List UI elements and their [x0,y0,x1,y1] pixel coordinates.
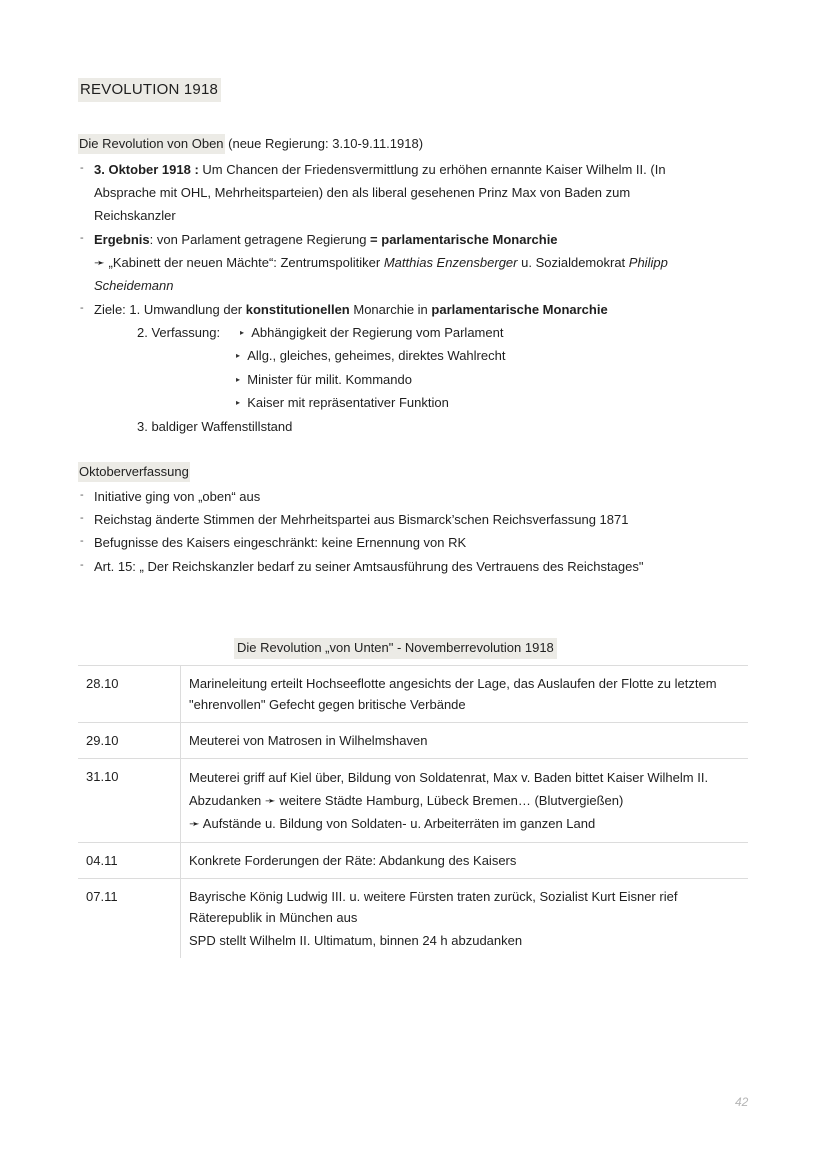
bullet-bold-text: parlamentarische Monarchie [431,302,608,317]
bullet-line: Initiative ging von „oben“ aus [94,489,261,504]
bullet-line [94,158,666,181]
sub-item: 3. baldiger Waffenstillstand [137,419,293,434]
bullet-dash: - [80,559,84,571]
bullet-bold-label: Ergebnis [94,232,150,247]
arrow-text: ➛ „Kabinett der neuen Mächte“: Zentrumspolitiker [94,255,384,270]
section-heading-text: Oktoberverfassung [78,462,190,482]
sub-bullet [236,391,449,414]
page-title: REVOLUTION 1918 [78,78,221,102]
page-number: 42 [735,1095,749,1109]
sub-bullet-text: Allg., gleiches, geheimes, direktes Wahlrecht [247,348,506,363]
bullet-line [94,228,558,251]
bullet-line: Befugnisse des Kaisers eingeschränkt: keine Ernennung von RK [94,535,467,550]
sub-bullet [236,344,505,367]
sub-item-label: 2. Verfassung: [137,325,221,340]
table-row [78,759,748,843]
sub-bullet-text: Minister für milit. Kommando [247,372,412,387]
table-row [78,723,748,759]
bullet-dash: - [80,162,84,174]
row-date: 31.10 [78,759,181,843]
bullet-text: Um Chancen der Friedensvermittlung zu erhöhen ernannte Kaiser Wilhelm II. (In [198,162,666,177]
table-row [78,666,748,723]
row-date: 28.10 [78,666,181,723]
row-date: 07.11 [78,879,181,959]
sub-bullet-text: Abhängigkeit der Regierung vom Parlament [251,325,504,340]
bullet-bold-text: konstitutionellen [245,302,350,317]
bullet-dash: - [80,535,84,547]
row-text-sub: ➛ Aufstände u. Bildung von Soldaten- u. Arbeiterräten im ganzen Land [189,816,596,831]
bullet-bold-text: = parlamentarische Monarchie [370,232,558,247]
row-text-main: Meuterei griff auf Kiel über, Bildung von Soldatenrat, Max v. Baden bittet Kaiser Wilhelm II. Abzudanken ➛ weitere Städte Hamburg, Lübeck Bremen… (Blutvergießen) [189,770,709,808]
sub-bullet-text: Kaiser mit repräsentativer Funktion [247,395,449,410]
bullet-text: Monarchie in [349,302,432,317]
section-heading-text: Die Revolution von Oben [78,134,225,154]
bullet-line: Reichstag änderte Stimmen der Mehrheitspartei aus Bismarck’schen Reichsverfassung 1871 [94,512,629,527]
row-date: 04.11 [78,843,181,879]
triangle-bullet-icon: ▸ [236,351,241,360]
section-heading-revolution-oben [78,136,423,151]
row-text-main: Meuterei von Matrosen in Wilhelmshaven [189,733,428,748]
bullet-dash: - [80,302,84,314]
bullet-dash: - [80,232,84,244]
row-text [181,666,749,723]
bullet-line: Art. 15: „ Der Reichskanzler bedarf zu seiner Amtsausführung des Vertrauens des Reichstages" [94,559,644,574]
row-text-sub: SPD stellt Wilhelm II. Ultimatum, binnen 24 h abzudanken [189,933,523,948]
triangle-bullet-icon: ▸ [240,328,245,337]
sub-bullet [236,368,412,391]
section-heading-suffix: (neue Regierung: 3.10-9.11.1918) [224,136,424,151]
row-text [181,759,749,843]
bullet-dash: - [80,489,84,501]
row-text [181,843,749,879]
bullet-line-continued: Absprache mit OHL, Mehrheitsparteien) den als liberal gesehenen Prinz Max von Baden zum [94,185,631,200]
arrow-italic: Scheidemann [94,278,174,293]
arrow-line-continued [94,274,174,297]
sub-bullet [240,321,503,344]
row-text [181,879,749,959]
bullet-line-continued: Reichskanzler [94,208,176,223]
row-date: 29.10 [78,723,181,759]
table-title: Die Revolution „von Unten" - Novemberrevolution 1918 [234,638,557,659]
section-heading-oktoberverfassung [78,464,190,479]
bullet-text: Ziele: 1. Umwandlung der [94,302,246,317]
row-text-main: Marineleitung erteilt Hochseeflotte angesichts der Lage, das Auslaufen der Flotte zu letztem "ehrenvollen" Gefecht gegen britische Verbände [189,676,717,712]
bullet-line [94,298,608,321]
arrow-italic: Matthias Enzensberger [383,255,518,270]
timeline-table [78,665,748,958]
row-text-main: Konkrete Forderungen der Räte: Abdankung des Kaisers [189,853,517,868]
row-text-main: Bayrische König Ludwig III. u. weitere Fürsten traten zurück, Sozialist Kurt Eisner rief Räterepublik in München aus [189,889,678,925]
triangle-bullet-icon: ▸ [236,398,241,407]
row-text [181,723,749,759]
arrow-italic: Philipp [628,255,668,270]
arrow-line [94,251,668,274]
arrow-text: u. Sozialdemokrat [517,255,629,270]
triangle-bullet-icon: ▸ [236,375,241,384]
bullet-bold-date: 3. Oktober 1918 : [94,162,199,177]
table-row [78,879,748,959]
table-row [78,843,748,879]
bullet-dash: - [80,512,84,524]
bullet-text: : von Parlament getragene Regierung [149,232,371,247]
